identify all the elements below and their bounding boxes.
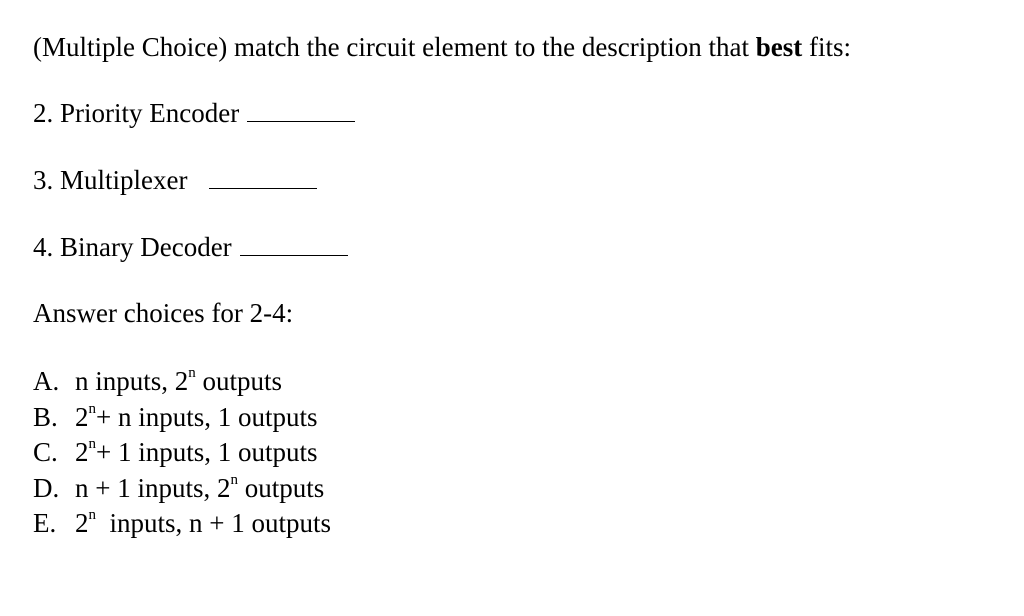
prompt-text: (Multiple Choice) match the circuit element to the description that [33,32,756,62]
question-prompt [33,31,851,63]
question-3-answer-blank [209,166,317,189]
prompt-bold-word: best [755,32,803,62]
question-2 [33,97,355,129]
choice-text: + n inputs, 1 outputs [96,401,318,432]
choice-superscript: n [230,471,238,488]
question-4-label: 4. Binary Decoder [33,232,232,262]
question-2-answer-blank [247,99,355,122]
choice-letter: D. [33,472,60,503]
question-4 [33,231,348,263]
choice-letter: A. [33,366,60,396]
prompt-suffix: fits: [802,32,852,62]
choice-text: outputs [238,472,325,503]
choice-superscript: n [88,507,96,523]
choice-text: 2 [75,401,89,432]
choice-text: outputs [195,366,283,396]
question-3-label: 3. Multiplexer [33,165,188,195]
choice-text: n + 1 inputs, 2 [75,472,231,503]
question-4-answer-blank [240,233,348,256]
choice-letter: E. [33,508,57,538]
choice-text: 2 [75,437,89,467]
choice-d [33,471,331,507]
choice-c [33,435,331,471]
choice-a [33,364,331,400]
question-2-label: 2. Priority Encoder [33,98,240,128]
choice-text: inputs, n + 1 outputs [96,508,331,538]
answer-choices-list [33,364,331,542]
choice-text: 2 [75,508,89,538]
choice-b [33,400,331,436]
choice-e [33,506,331,542]
choice-letter: C. [33,437,58,467]
choice-superscript: n [88,400,96,417]
choices-heading: Answer choices for 2-4: [33,298,294,328]
choice-letter: B. [33,401,58,432]
choice-text: + 1 inputs, 1 outputs [96,437,318,467]
choice-superscript: n [188,365,196,381]
choice-superscript: n [88,436,96,452]
choice-text: n inputs, 2 [75,366,189,396]
question-3 [33,164,317,196]
